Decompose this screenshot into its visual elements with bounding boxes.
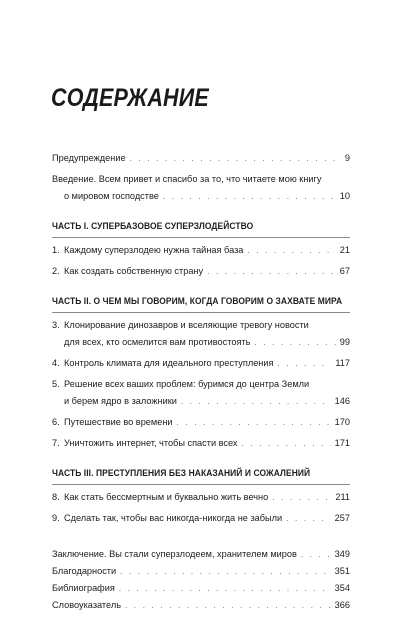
toc-entry-title: Сделать так, чтобы вас никогда-никогда не забыли [64, 513, 283, 523]
part-heading-3[interactable]: ЧАСТЬ III. ПРЕСТУПЛЕНИЯ БЕЗ НАКАЗАНИЙ И СОЖАЛЕНИЙ [52, 467, 311, 478]
leader-dots [125, 597, 331, 614]
toc-page-number: 351 [334, 566, 350, 576]
toc-entry-chapter-2[interactable] [52, 263, 350, 280]
toc-page-number: 9 [344, 153, 350, 163]
toc-entry-conclusion[interactable] [52, 546, 350, 563]
chapter-number: 9. [52, 513, 60, 523]
leader-dots [286, 510, 331, 527]
toc-entry-title: Словоуказатель [52, 600, 121, 610]
leader-dots [119, 580, 331, 597]
leader-dots [254, 334, 335, 351]
toc-page-number: 211 [335, 492, 350, 502]
leader-dots [247, 242, 335, 259]
chapter-number: 2. [52, 266, 60, 276]
toc-entry-title: Как создать собственную страну [64, 266, 204, 276]
toc-page-number: 170 [334, 417, 350, 427]
leader-dots [278, 355, 332, 372]
leader-dots [130, 150, 341, 167]
toc-entry-chapter-7[interactable] [52, 435, 350, 452]
leader-dots [207, 263, 336, 280]
toc-entry-title-continued: для всех, кто осмелится вам противостоять [64, 337, 251, 347]
leader-dots [301, 546, 331, 563]
toc-page-number: 349 [334, 549, 350, 559]
toc-entry-title: Заключение. Вы стали суперзлодеем, хранителем миров [52, 549, 297, 559]
toc-page-number: 171 [334, 438, 350, 448]
chapter-number: 4. [52, 358, 60, 368]
toc-entry-chapter-6[interactable] [52, 414, 350, 431]
toc-page-number: 366 [334, 600, 350, 610]
toc-page-number: 99 [339, 337, 350, 347]
toc-page-number: 67 [339, 266, 350, 276]
toc-entry-title: Введение. Всем привет и спасибо за то, что читаете мою книгу [52, 174, 322, 184]
toc-entry-chapter-5[interactable] [52, 376, 350, 410]
toc-entry-title: Каждому суперзлодею нужна тайная база [64, 245, 244, 255]
chapter-number: 5. [52, 379, 60, 389]
toc-entry-chapter-8[interactable] [52, 489, 350, 506]
leader-dots [272, 489, 331, 506]
page-title: СОДЕРЖАНИЕ [51, 84, 209, 112]
toc-entry-introduction[interactable] [52, 171, 350, 205]
leader-dots [242, 435, 331, 452]
toc-page-number: 117 [335, 358, 350, 368]
toc-page-number: 257 [334, 513, 350, 523]
chapter-number: 3. [52, 320, 60, 330]
toc-entry-title: Предупреждение [52, 153, 126, 163]
toc-entry-title: Как стать бессмертным и буквально жить вечно [64, 492, 269, 502]
toc-entry-title: Путешествие во времени [64, 417, 173, 427]
toc-entry-title: Уничтожить интернет, чтобы спасти всех [64, 438, 238, 448]
toc-entry-title: Благодарности [52, 566, 117, 576]
toc-entry-title: Решение всех ваших проблем: буримся до центра Земли [64, 379, 310, 389]
toc-page-number: 354 [334, 583, 350, 593]
chapter-number: 8. [52, 492, 60, 502]
divider [52, 312, 350, 313]
toc-entry-title: Контроль климата для идеального преступления [64, 358, 274, 368]
toc-page-number: 146 [334, 396, 350, 406]
divider [52, 237, 350, 238]
toc-entry-chapter-4[interactable] [52, 355, 350, 372]
toc-page-number: 10 [339, 191, 350, 201]
toc-entry-title-continued: и берем ядро в заложники [64, 396, 177, 406]
part-heading-1[interactable]: ЧАСТЬ I. СУПЕРБАЗОВОЕ СУПЕРЗЛОДЕЙСТВО [52, 220, 254, 231]
toc-entry-title: Клонирование динозавров и вселяющие тревогу новости [64, 320, 309, 330]
chapter-number: 1. [52, 245, 60, 255]
toc-entry-chapter-9[interactable] [52, 510, 350, 527]
toc-entry-acknowledgements[interactable] [52, 563, 350, 580]
toc-entry-chapter-1[interactable] [52, 242, 350, 259]
toc-entry-chapter-3[interactable] [52, 317, 350, 351]
toc-entry-title-continued: о мировом господстве [64, 191, 159, 201]
leader-dots [163, 188, 336, 205]
toc-entry-bibliography[interactable] [52, 580, 350, 597]
toc-page-number: 21 [339, 245, 350, 255]
chapter-number: 7. [52, 438, 60, 448]
leader-dots [177, 414, 331, 431]
chapter-number: 6. [52, 417, 60, 427]
divider [52, 484, 350, 485]
toc-entry-warning[interactable] [52, 150, 350, 167]
leader-dots [120, 563, 331, 580]
table-of-contents [52, 150, 350, 614]
part-heading-2[interactable]: ЧАСТЬ II. О ЧЕМ МЫ ГОВОРИМ, КОГДА ГОВОРИМ О ЗАХВАТЕ МИРА [52, 295, 343, 306]
toc-entry-title: Библиография [52, 583, 115, 593]
toc-entry-index[interactable] [52, 597, 350, 614]
leader-dots [181, 393, 331, 410]
